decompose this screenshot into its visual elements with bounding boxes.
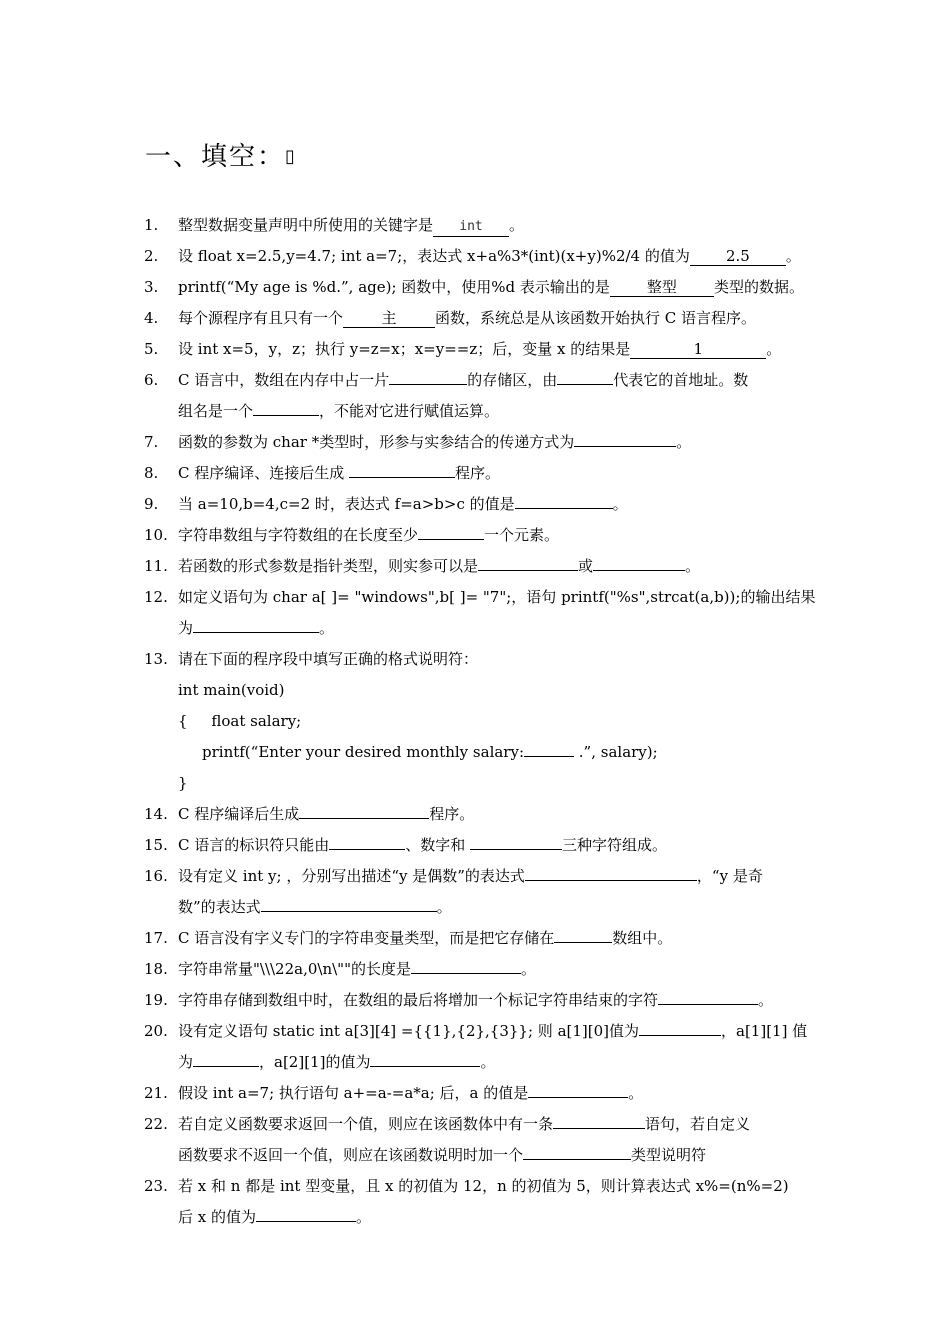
answer-blank: [389, 366, 467, 385]
question-22: 22. 若自定义函数要求返回一个值，则应在该函数体中有一条 语句，若自定义: [144, 1109, 824, 1140]
question-12: 12. 如定义语句为 char a[ ]= "windows",b[ ]= "7";，语句 printf("%s",strcat(a,b));的输出结果: [144, 588, 816, 606]
question-4: 4. 每个源程序有且只有一个 主 函数，系统总是从该函数开始执行 C 语言程序。: [144, 309, 757, 327]
answer-blank: 主: [343, 309, 435, 328]
answer-blank: [553, 1110, 645, 1129]
code-line-3: printf(“Enter your desired monthly salary: .”, salary);: [144, 737, 824, 768]
question-11: 11. 若函数的形式参数是指针类型，则实参可以是 或 。: [144, 551, 824, 582]
question-2: 2. 设 float x=2.5,y=4.7; int a=7;，表达式 x+a%3*(int)(x+y)%2/4 的值为 2.5 。: [144, 247, 801, 265]
code-line-4: }: [178, 774, 188, 792]
answer-blank: [418, 521, 484, 540]
question-22-cont: 函数要求不返回一个值，则应在该函数说明时加一个 类型说明符: [144, 1140, 824, 1171]
question-18: 18. 字符串常量"\\\22a,0\n\""的长度是 。: [144, 954, 824, 985]
question-20: 20. 设有定义语句 static int a[3][4] ={{1},{2},{3}}; 则 a[1][0]值为 ，a[1][1] 值: [144, 1016, 824, 1047]
answer-blank: [193, 1048, 259, 1067]
answer-blank: [478, 552, 578, 571]
answer-blank: [639, 1017, 721, 1036]
question-7: 7. 函数的参数为 char *类型时，形参与实参结合的传递方式为 。: [144, 427, 824, 458]
answer-blank: [593, 552, 685, 571]
question-list: [144, 210, 824, 1233]
question-23: 23. 若 x 和 n 都是 int 型变量，且 x 的初值为 12，n 的初值为 5，则计算表达式 x%=(n%=2): [144, 1177, 789, 1195]
answer-blank: [261, 893, 437, 912]
answer-blank: [329, 831, 405, 850]
answer-blank: [574, 428, 676, 447]
question-23-cont: 后 x 的值为 。: [144, 1202, 824, 1233]
answer-blank: [256, 1203, 356, 1222]
answer-blank: [557, 366, 613, 385]
answer-blank: [411, 955, 521, 974]
question-1: 1. 整型数据变量声明中所使用的关键字是 int 。: [144, 210, 824, 241]
code-line-1: int main(void): [178, 681, 285, 699]
answer-blank: [470, 831, 562, 850]
answer-blank: int: [433, 218, 509, 237]
answer-blank: [525, 862, 697, 881]
answer-blank: 2.5: [690, 247, 786, 266]
answer-blank: 1: [630, 340, 766, 359]
answer-blank: [658, 986, 758, 1005]
answer-blank: [370, 1048, 480, 1067]
question-21: 21. 假设 int a=7; 执行语句 a+=a-=a*a; 后，a 的值是 。: [144, 1078, 824, 1109]
question-6: 6. C 语言中，数组在内存中占一片 的存储区，由 代表它的首地址。数: [144, 365, 824, 396]
question-19: 19. 字符串存储到数组中时，在数组的最后将增加一个标记字符串结束的字符 。: [144, 985, 824, 1016]
question-12-cont: 为 。: [144, 613, 824, 644]
answer-blank: [349, 459, 455, 478]
answer-blank: [524, 738, 574, 757]
answer-blank: [523, 1141, 631, 1160]
question-16: 16. 设有定义 int y; ，分别写出描述“y 是偶数”的表达式 ，“y 是奇: [144, 861, 824, 892]
question-10: 10. 字符串数组与字符数组的在长度至少 一个元素。: [144, 520, 824, 551]
question-13: 13. 请在下面的程序段中填写正确的格式说明符：: [144, 650, 479, 668]
missing-glyph-icon: ▯: [285, 146, 297, 167]
answer-blank: [253, 397, 319, 416]
section-heading: 一、填空：▯: [145, 142, 297, 172]
question-3: 3. printf(“My age is %d.”, age); 函数中，使用%d 表示输出的是 整型 类型的数据。: [144, 278, 804, 296]
question-16-cont: 数”的表达式 。: [144, 892, 824, 923]
question-17: 17. C 语言没有字义专门的字符串变量类型，而是把它存储在 数组中。: [144, 923, 824, 954]
question-5: 5. 设 int x=5，y，z；执行 y=z=x；x=y==z；后，变量 x 的结果是 1 。: [144, 340, 782, 358]
answer-blank: [299, 800, 429, 819]
question-8: 8. C 程序编译、连接后生成 程序。: [144, 458, 824, 489]
answer-blank: [193, 614, 319, 633]
answer-blank: [515, 490, 613, 509]
question-14: 14. C 程序编译后生成 程序。: [144, 799, 824, 830]
code-line-2: { float salary;: [178, 712, 302, 730]
question-6-cont: 组名是一个 ，不能对它进行赋值运算。: [144, 396, 824, 427]
question-15: 15. C 语言的标识符只能由 、数字和 三种字符组成。: [144, 830, 824, 861]
question-9: 9. 当 a=10,b=4,c=2 时，表达式 f=a>b>c 的值是 。: [144, 489, 824, 520]
answer-blank: 整型: [610, 278, 714, 297]
answer-blank: [528, 1079, 628, 1098]
question-20-cont: 为 ，a[2][1]的值为 。: [144, 1047, 824, 1078]
answer-blank: [554, 924, 612, 943]
